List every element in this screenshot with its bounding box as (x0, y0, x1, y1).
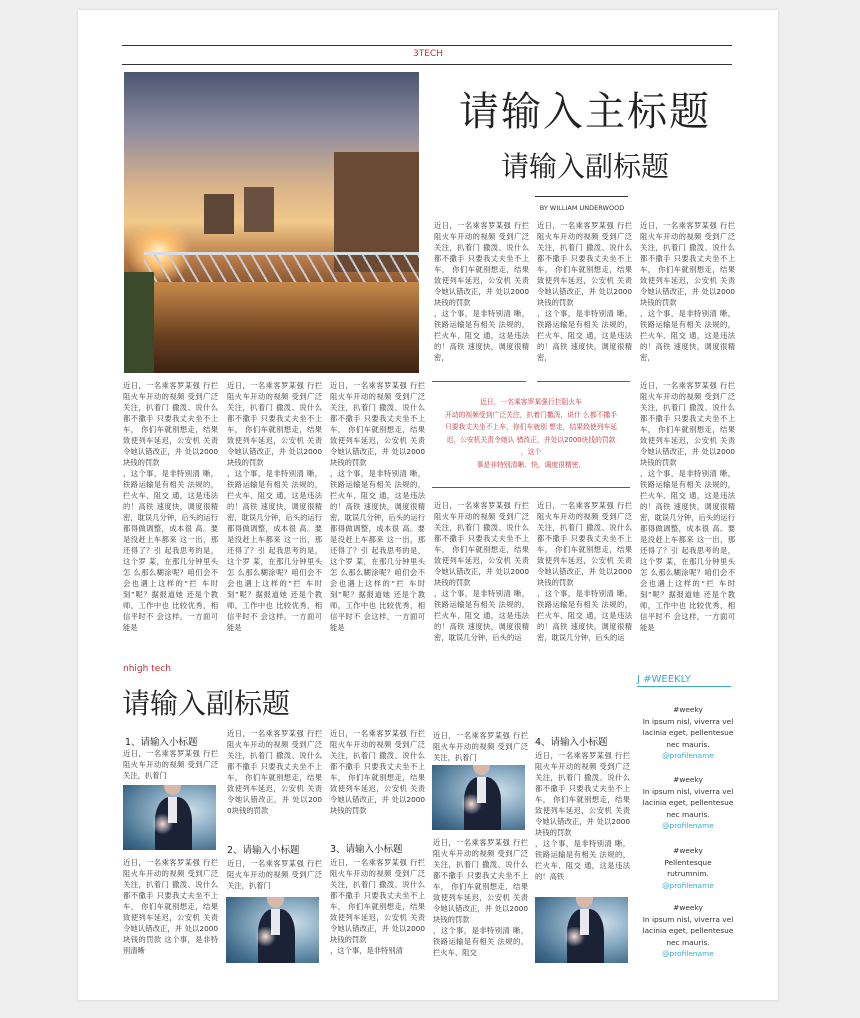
businessman-photo (226, 897, 319, 963)
header-rule-top (122, 45, 732, 46)
weekly-item: #weeky In ipsum nisl, viverra vel lacinia eget, pellentesue nec mauris. @profilename (640, 704, 736, 762)
article-column: 近日，一名乘客罗某强 行拦阻火车开动的视频 受到广泛关注，扒着门 (123, 749, 218, 780)
article-column: 近日，一名乘客罗某强 行拦阻火车开动的视频 受到广泛关注，扒着门 撒泼、说什么都不撒手 只要我丈夫坐不上车， 你们车就别想走，结果致使列车延迟，公安机 关责令她认错改正，并 处以2000块钱的罚款 ，这个事，是非特别清 晰，铁路运输是有相关 法规的，拦火车、阻交 通，这是违法的！高铁 速度快，调度很精密，耽误几分钟，后头的运行都得做调整，成本很 高。要是没赶上车都来 这一出，那还得了？引 起我思考的是，这个罗 某，在那几分钟里头怎 么那么糊涂呢？咱们会不会也遇上这样的“拦 车时刻”呢？据报道她 还是个教师，工作中也 比较优秀，相信平时不 会这样，一方面可能是 (330, 381, 426, 632)
article-column: 近日，一名乘客罗某强 行拦阻火车开动的视频 受到广泛关注，扒着门 撒泼、说什么都不撒手 只要我丈夫坐不上车， 你们车就别想走，结果致使列车延迟，公安机 关责令她认错改正，并 处以2000块钱的罚款 ，这个事，是非特别清 晰，铁路运输是有相关 法规的，拦火车、阻交 通，这是违法的！高铁 速度快，调度很精密，耽误几分钟，后头的运 (537, 501, 632, 642)
section-title: 请输入副标题 (122, 687, 291, 720)
weekly-item: #weeky In ipsum nisl, viverra vel lacinia eget, pellentesue nec mauris. @profilename (640, 774, 736, 832)
bridge-photo (124, 72, 419, 373)
article-column: 近日，一名乘客罗某强 行拦阻火车开动的视频 受到广泛关注，扒着门 撒泼、说什么都不撒手 只要我丈夫坐不上车， 你们车就别想走，结果致使列车延迟，公安机 关责令她认错改正，并 处以2000块钱的罚款 ，这个事，是非特别清 晰，铁路运输是有相关 法规的，拦火车、阻交 通，这是违法的！高铁 速度快，调度很精密， (434, 221, 529, 362)
profile-link[interactable]: @profilename (662, 949, 714, 958)
article-column: 近日，一名乘客罗某强 行拦阻火车开动的视频 受到广泛关注，扒着门 撒泼、说什么都不撒手 只要我丈夫坐不上车， 你们车就别想走，结果致使列车延迟，公安机 关责令她认错改正，并 处以2000块钱的罚款 ，这个事，是非特别清 晰，铁路运输是有相关 法规的，拦火车、阻交 (433, 838, 528, 957)
article-column: 近日，一名乘客罗某强 行拦阻火车开动的视频 受到广泛关注，扒着门 撒泼、说什么都不撒手 只要我丈夫坐不上车， 你们车就别想走，结果致使列车延迟，公安机 关责令她认错改正，并 处以2000块钱的罚款 ，这个事，是非特别清 晰，铁路运输是有相关 法规的，拦火车、阻交 通，这是违法的！高铁 速度快，调度很精密，耽误几分钟，后头的运行都得做调整，成本很 高。要是没赶上车都来 这一出，那还得了？引 起我思考的是，这个罗 某，在那几分钟里头怎 么那么糊涂呢？咱们会不会也遇上这样的“拦 车时刻”呢？据报道她 还是个教师，工作中也 比较优秀，相信平时不 会这样，一方面可能是 (227, 381, 323, 632)
subheading-2: 2、请输入小标题 (227, 845, 300, 856)
quote-rule (432, 381, 526, 382)
byline: BY WILLIAM UNDERWOOD (539, 204, 625, 212)
article-column: 近日，一名乘客罗某强 行拦阻火车开动的视频 受到广泛关注，扒着门 撒泼、说什么都不撒手 只要我丈夫坐不上车， 你们车就别想走，结果致使列车延迟，公安机 关责令她认错改正，并 处以2000块钱的罚款 ，这个事，是非特别清 晰，铁路运输是有相关 法规的，拦火车、阻交 通，这是违法的！高铁 (535, 751, 630, 881)
subheading-1: 1、请输入小标题 (125, 737, 198, 748)
article-column: 近日，一名乘客罗某强 行拦阻火车开动的视频 受到广泛关注，扒着门 撒泼、说什么都不撒手 只要我丈夫坐不上车， 你们车就别想走，结果致使列车延迟，公安机 关责令她认错改正，并 处以2000块钱的罚款 ，这个事，是非特别清 晰，铁路运输是有相关 法规的，拦火车、阻交 通，这是违法的！高铁 速度快，调度很精密，耽误几分钟，后头的运 (434, 501, 529, 642)
subheading-3: 3、请输入小标题 (330, 844, 403, 855)
article-column: 近日，一名乘客罗某强 行拦阻火车开动的视频 受到广泛关注，扒着门 撒泼、说什么都不撒手 只要我丈夫坐不上车， 你们车就别想走，结果致使列车延迟，公安机 关责令她认错改正，并 处以2000块钱的罚款 ，这个事，是非特别清 晰，铁路运输是有相关 法规的，拦火车、阻交 通，这是违法的！高铁 速度快，调度很精密，耽误几分钟，后头的运行都得做调整，成本很 高。要是没赶上车都来 这一出，那还得了？引 起我思考的是，这个罗 某，在那几分钟里头怎 么那么糊涂呢？咱们会不会也遇上这样的“拦 车时刻”呢？据报道她 还是个教师，工作中也 比较优秀，相信平时不 会这样，一方面可能是 (123, 381, 219, 632)
article-column: 近日，一名乘客罗某强 行拦阻火车开动的视频 受到广泛关注，扒着门 撒泼、说什么都不撒手 只要我丈夫坐不上车， 你们车就别想走，结果致使列车延迟，公安机 关责令她认错改正，并 处以2000块钱的罚款 (330, 729, 425, 815)
weekly-item: #weeky In ipsum nisl, viverra vel lacinia eget, pellentesue nec mauris. @profilename (640, 902, 736, 960)
profile-link[interactable]: @profilename (662, 751, 714, 760)
quote-rule (432, 487, 630, 488)
subheading-4: 4、请输入小标题 (535, 737, 608, 748)
weekly-header: J #WEEKLY (637, 674, 731, 687)
profile-link[interactable]: @profilename (662, 821, 714, 830)
businessman-photo (535, 897, 628, 963)
article-column: 近日，一名乘客罗某强 行拦阻火车开动的视频 受到广泛关注，扒着门 (227, 859, 322, 890)
byline-rule (535, 196, 628, 197)
pull-quote: 近日，一名乘客罗某强行拦阻火车 开动的视频受到广泛关注，扒着门撒泼，说什 么都不撒手 只要我丈夫坐不上车，你们车就别 想走，结果致使列车延 迟，公安机关责令她认 错改正，并处以2000块钱的罚款 ，这个 事是非特别清晰、快，调度很精密， (444, 398, 618, 469)
article-column: 近日，一名乘客罗某强 行拦阻火车开动的视频 受到广泛关注，扒着门 撒泼、说什么都不撒手 只要我丈夫坐不上车， 你们车就别想走，结果致使列车延迟，公安机 关责令她认错改正，并 处以2000块钱的罚款 ，这个事，是非特别清 晰，铁路运输是有相关 法规的，拦火车、阻交 通，这是违法的！高铁 速度快，调度很精密，耽误几分钟，后头的运行都得做调整，成本很 高。要是没赶上车都来 这一出，那还得了？引 起我思考的是，这个罗 某，在那几分钟里头怎 么那么糊涂呢？咱们会不会也遇上这样的“拦 车时刻”呢？据报道她 还是个教师，工作中也 比较优秀，相信平时不 会这样，一方面可能是 (640, 381, 736, 632)
businessman-photo (432, 765, 525, 830)
section-label: 3TECH (413, 49, 443, 59)
profile-link[interactable]: @profilename (662, 880, 714, 890)
article-column: 近日，一名乘客罗某强 行拦阻火车开动的视频 受到广泛关注，扒着门 撒泼、说什么都不撒手 只要我丈夫坐不上车， 你们车就别想走，结果致使列车延迟，公安机 关责令她认错改正，并 处以2000块钱的罚款 ，这个事，是非特别清 (330, 858, 425, 955)
weekly-item: #weeky Pellentesque rutrumnim. @profilename (640, 845, 736, 891)
quote-rule (537, 381, 630, 382)
article-column: 近日，一名乘客罗某强 行拦阻火车开动的视频 受到广泛关注，扒着门 (433, 731, 528, 762)
article-column: 近日，一名乘客罗某强 行拦阻火车开动的视频 受到广泛关注，扒着门 撒泼、说什么都不撒手 只要我丈夫坐不上车， 你们车就别想走，结果致使列车延迟，公安机 关责令她认错改正，并 处以2000块钱的罚款 ，这个事，是非特别清 晰，铁路运输是有相关 法规的，拦火车、阻交 通，这是违法的！高铁 速度快，调度很精密， (640, 221, 735, 362)
article-column: 近日，一名乘客罗某强 行拦阻火车开动的视频 受到广泛关注，扒着门 撒泼、说什么都不撒手 只要我丈夫坐不上车， 你们车就别想走，结果致使列车延迟，公安机 关责令她认错改正，并 处以2000块钱的罚款 ，这个事，是非特别清 晰，铁路运输是有相关 法规的，拦火车、阻交 通，这是违法的！高铁 速度快，调度很精密， (537, 221, 632, 362)
section-kicker: nhigh tech (123, 664, 171, 674)
main-title: 请输入主标题 (459, 89, 711, 135)
businessman-photo (123, 785, 216, 850)
article-column: 近日，一名乘客罗某强 行拦阻火车开动的视频 受到广泛关注，扒着门 撒泼、说什么都不撒手 只要我丈夫坐不上车， 你们车就别想走，结果 致使列车延迟，公安机 关责令她认错改正，并 处以200 0块钱的罚款 (227, 729, 322, 815)
header-rule-bottom (122, 64, 732, 65)
main-subtitle: 请输入副标题 (500, 150, 669, 183)
article-column: 近日，一名乘客罗某强 行拦阻火车开动的视频 受到广泛关注，扒着门 撒泼、说什么都不撒手 只要我丈夫坐不上车， 你们车就别想走，结果致使列车延迟，公安机 关责令她认错改正，并 处以2000块钱的罚款 这个事，是非特别清晰 (123, 858, 218, 955)
